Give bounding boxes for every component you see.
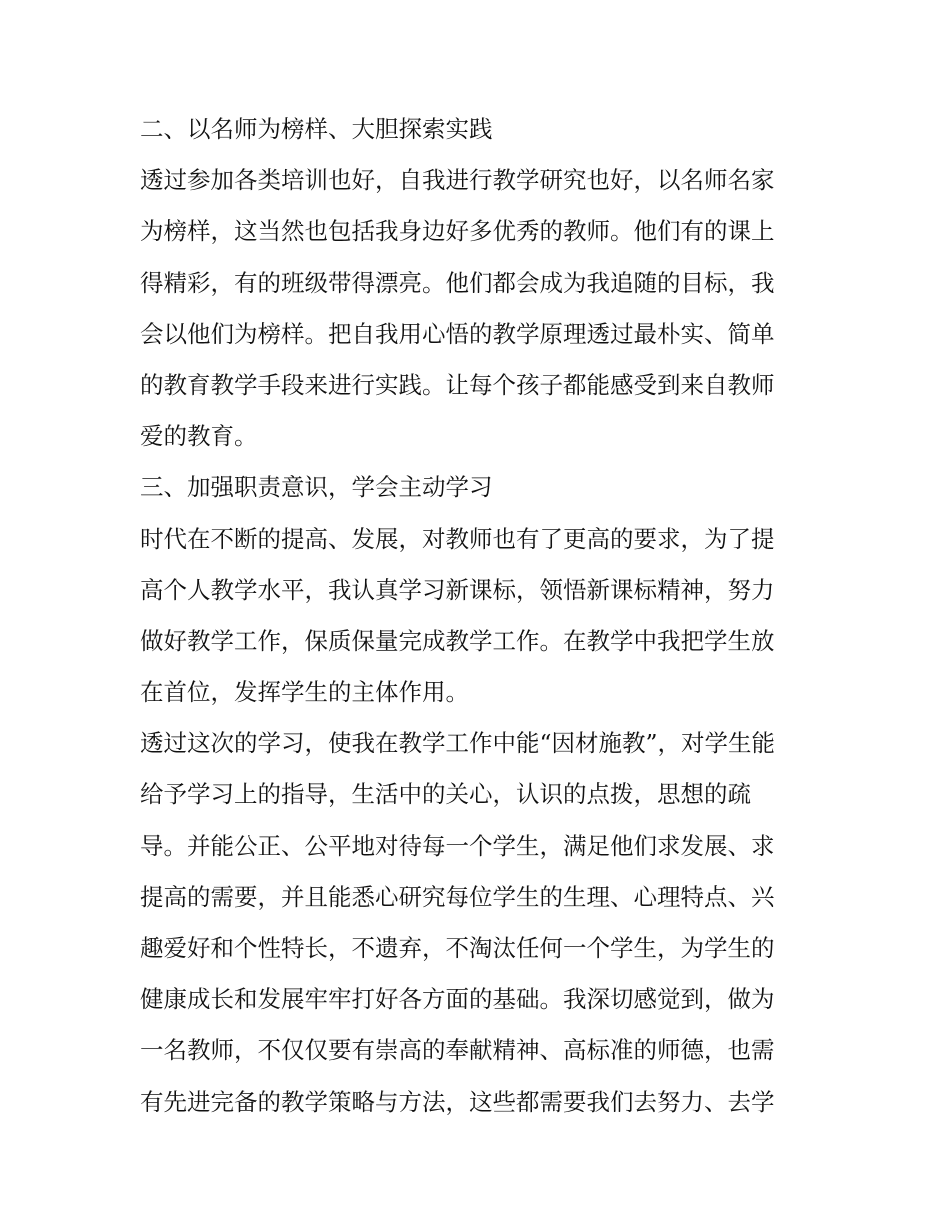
- text-line: 得精彩，有的班级带得漂亮。他们都会成为我追随的目标，我: [140, 268, 775, 297]
- text-line: 给予学习上的指导，生活中的关心，认识的点拨，思想的疏: [140, 780, 751, 809]
- text-line: 时代在不断的提高、发展，对教师也有了更高的要求，为了提: [140, 524, 775, 553]
- text-line: 健康成长和发展牢牢打好各方面的基础。我深切感觉到，做为: [140, 985, 775, 1014]
- text-line: 做好教学工作，保质保量完成教学工作。在教学中我把学生放: [140, 626, 775, 655]
- text-line: 爱的教育。: [140, 422, 258, 451]
- text-line: 提高的需要，并且能悉心研究每位学生的生理、心理特点、兴: [140, 882, 775, 911]
- text-line: 趣爱好和个性特长，不遗弃，不淘汰任何一个学生，为学生的: [140, 934, 775, 962]
- document-body: [140, 104, 820, 1128]
- text-line: 透过这次的学习，使我在教学工作中能“因材施教”，对学生能: [140, 729, 776, 758]
- text-line: 透过参加各类培训也好，自我进行教学研究也好，以名师名家: [140, 166, 775, 195]
- text-line: 为榜样，这当然也包括我身边好多优秀的教师。他们有的课上: [140, 217, 775, 246]
- text-line: 的教育教学手段来进行实践。让每个孩子都能感受到来自教师: [140, 370, 775, 399]
- text-line: 会以他们为榜样。把自我用心悟的教学原理透过最朴实、简单: [140, 319, 775, 348]
- text-line: 有先进完备的教学策略与方法，这些都需要我们去努力、去学: [140, 1087, 775, 1116]
- text-line: 导。并能公正、公平地对待每一个学生，满足他们求发展、求: [140, 831, 775, 860]
- text-line: 一名教师，不仅仅要有崇高的奉献精神、高标准的师德，也需: [140, 1036, 775, 1065]
- section-heading-3: 三、加强职责意识，学会主动学习: [140, 473, 493, 502]
- section-heading-2: 二、以名师为榜样、大胆探索实践: [140, 115, 493, 143]
- text-line: 在首位，发挥学生的主体作用。: [140, 678, 469, 707]
- text-line: 高个人教学水平，我认真学习新课标，领悟新课标精神，努力: [140, 575, 775, 604]
